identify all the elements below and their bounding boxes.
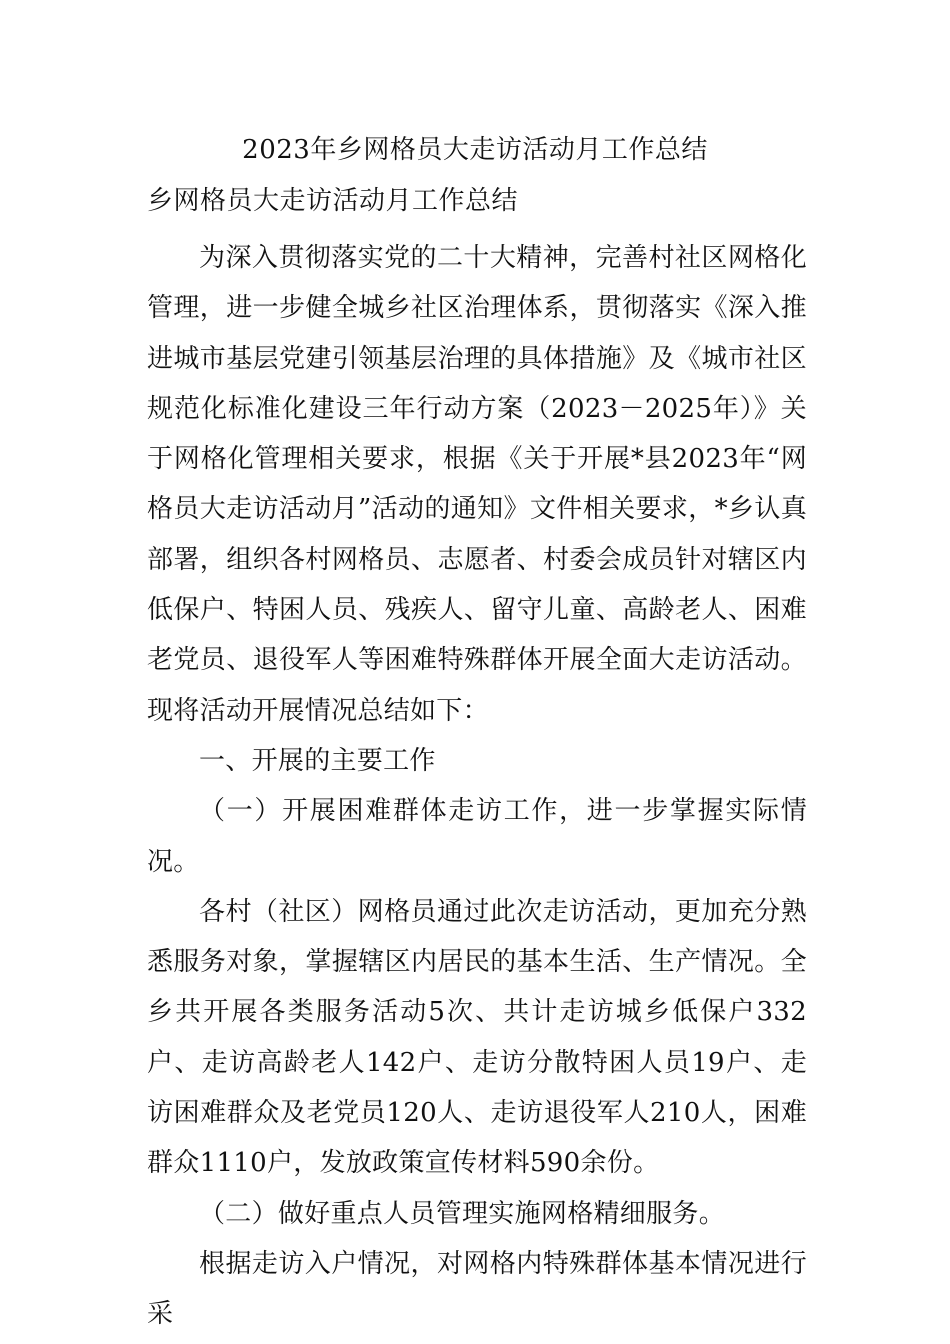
subsection-heading-2: （二）做好重点人员管理实施网格精细服务。 (199, 1198, 726, 1229)
paragraph-intro: 为深入贯彻落实党的二十大精神，完善村社区网格化管理，进一步健全城乡社区治理体系，贯彻落实《深入推进城市基层党建引领基层治理的具体措施》及《城市社区规范化标准化建设三年行动方案（2023－2025年）》关于网格化管理相关要求，根据《关于开展*县2023年“网格员大走访活动月”活动的通知》文件相关要求，*乡认真部署，组织各村网格员、志愿者、村委会成员针对辖区内低保户、特困人员、残疾人、留守儿童、高龄老人、困难老党员、退役军人等困难特殊群体开展全面大走访活动。现将活动开展情况总结如下： (147, 243, 807, 726)
paragraph-visit-stats: 各村（社区）网格员通过此次走访活动，更加充分熟悉服务对象，掌握辖区内居民的基本生活、生产情况。全乡共开展各类服务活动5次、共计走访城乡低保户332户、走访高龄老人142户、走访分散特困人员19户、走访困难群众及老党员120人、走访退役军人210人，困难群众1110户，发放政策宣传材料590余份。 (147, 896, 807, 1179)
section-heading-main-work: 一、开展的主要工作 (199, 745, 436, 776)
document-body (147, 233, 807, 1340)
document-subtitle: 乡网格员大走访活动月工作总结 (147, 186, 519, 216)
subsection-heading-1: （一）开展困难群体走访工作，进一步掌握实际情况。 (147, 796, 807, 877)
paragraph-key-personnel: 根据走访入户情况，对网格内特殊群体基本情况进行采 (147, 1248, 807, 1330)
document-title: 2023年乡网格员大走访活动月工作总结 (242, 135, 708, 165)
